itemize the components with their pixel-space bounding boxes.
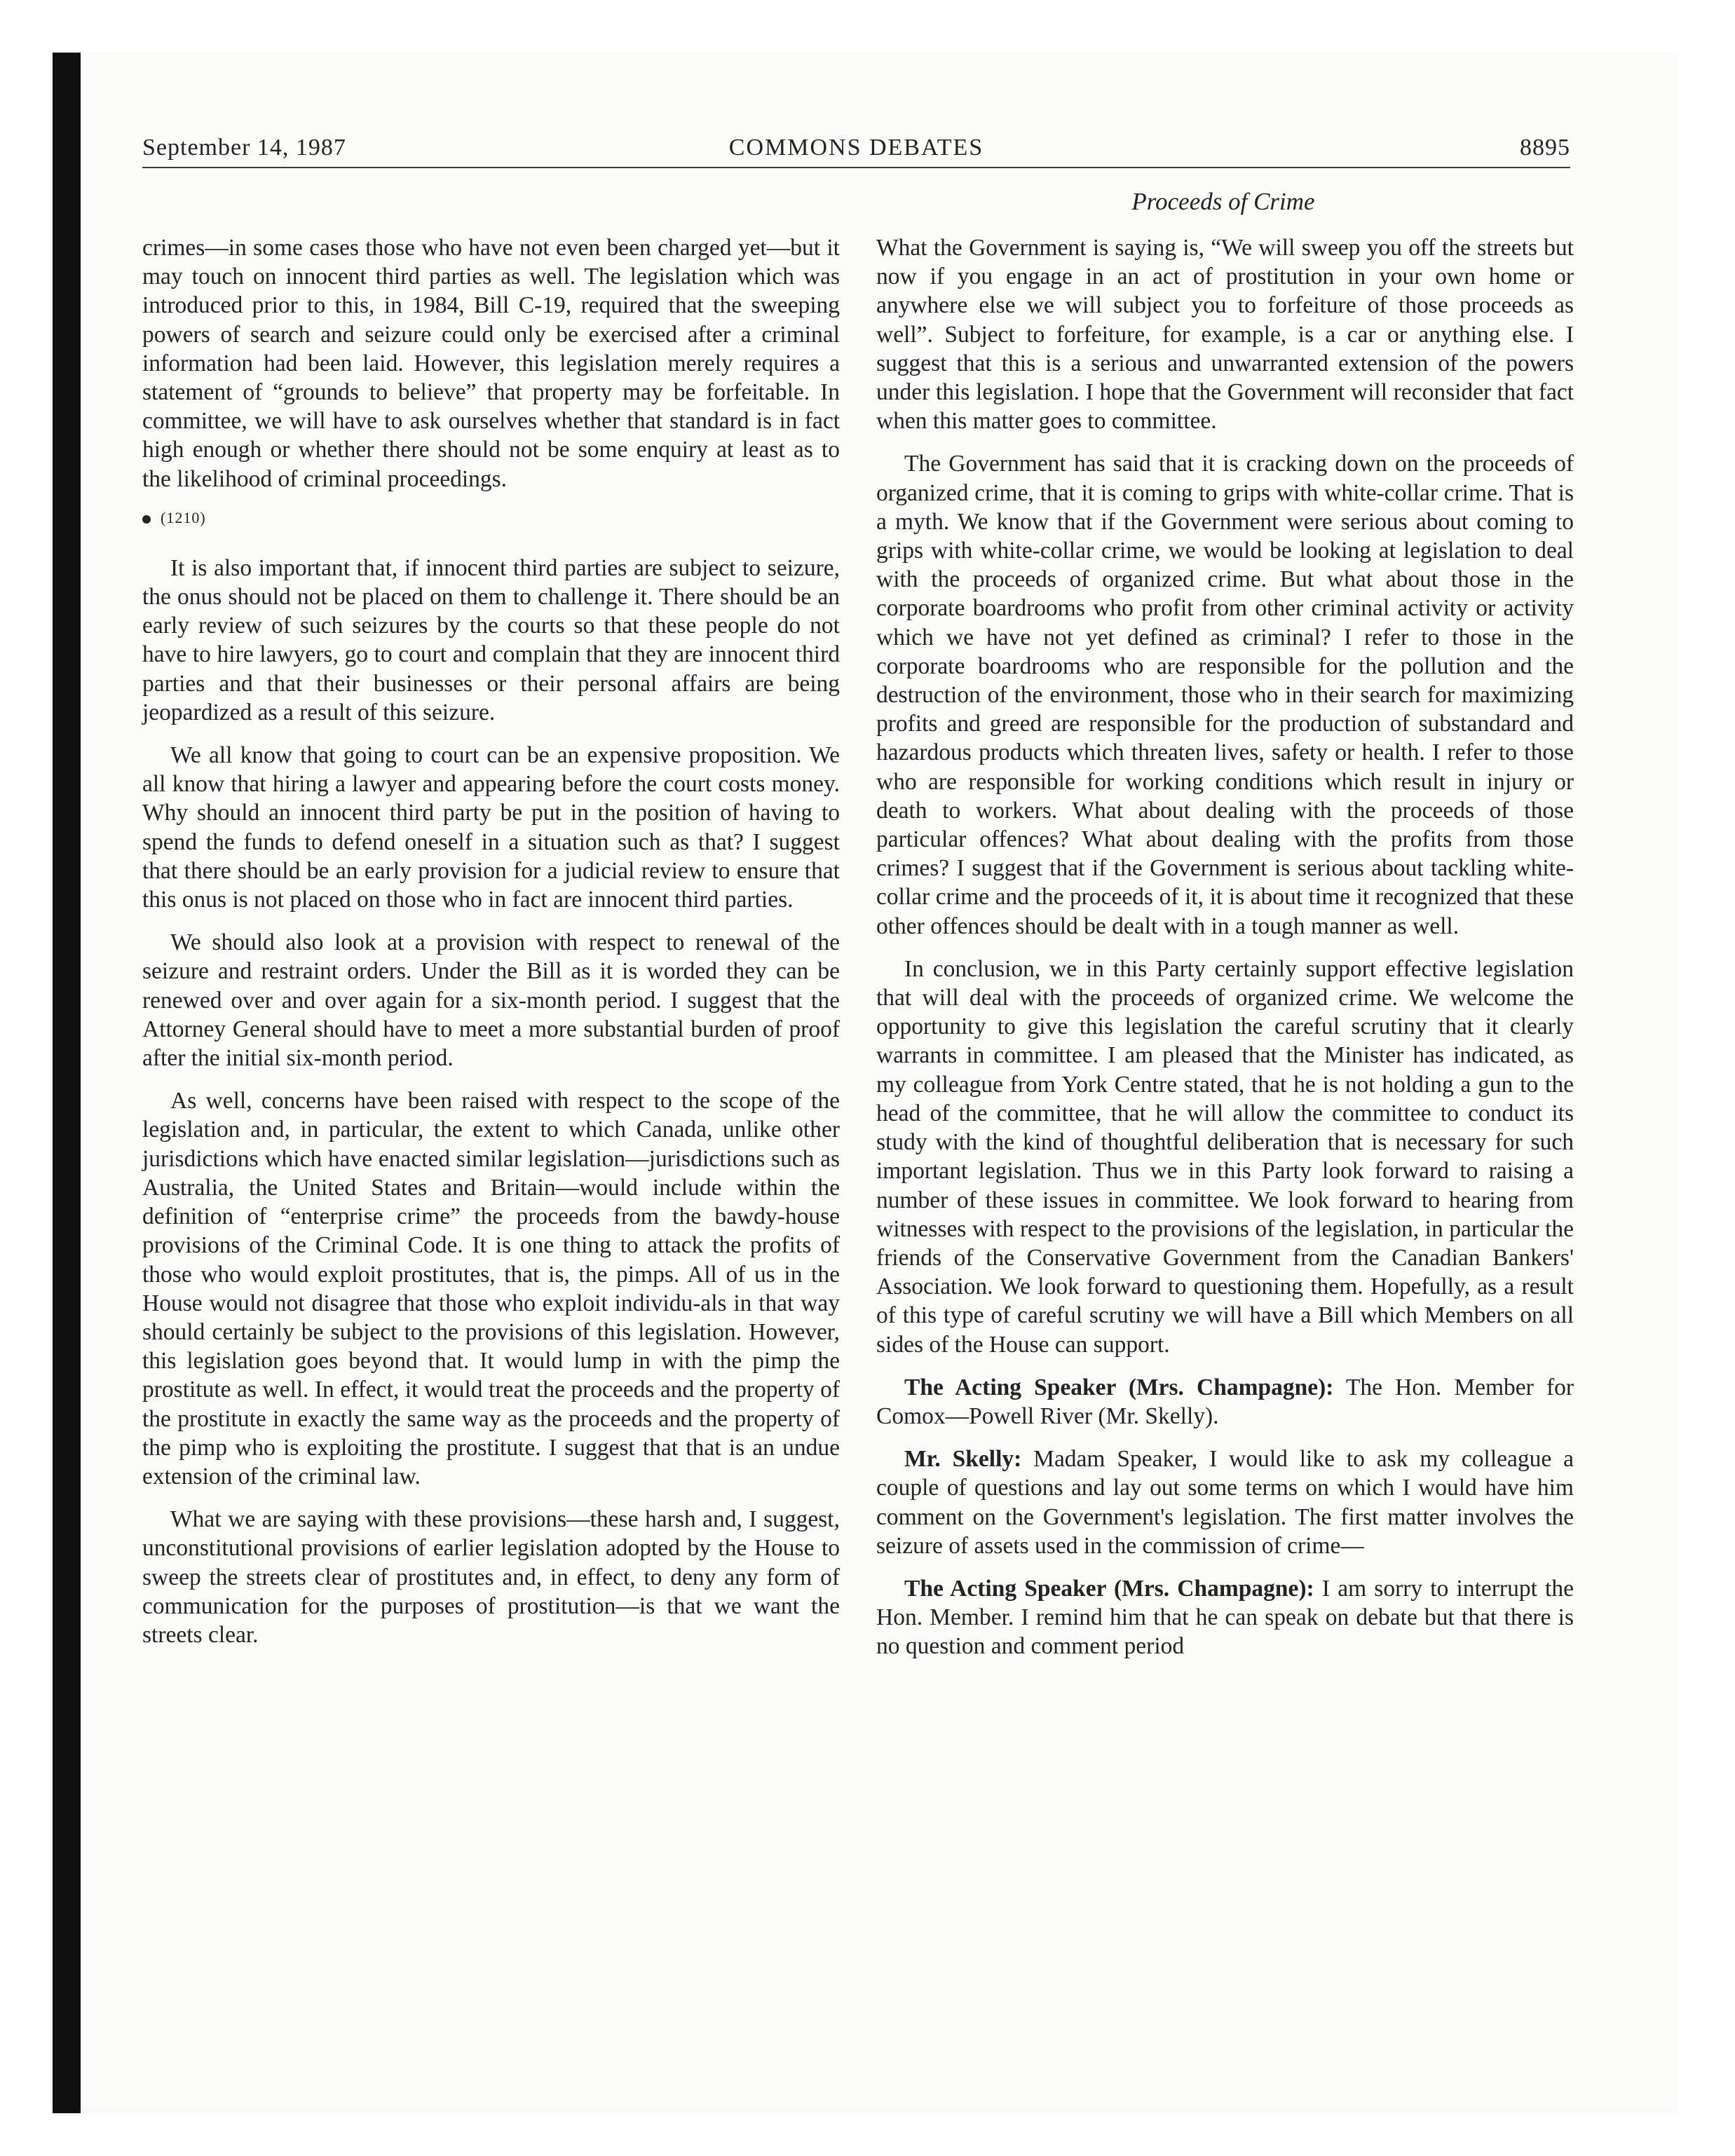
bullet-icon <box>142 515 151 524</box>
page-header <box>142 133 1570 168</box>
speaker-name: The Acting Speaker (Mrs. Champagne): <box>904 1575 1314 1602</box>
running-head: Proceeds of Crime <box>1131 188 1315 215</box>
right-column <box>876 233 1574 1675</box>
paragraph: crimes—in some cases those who have not even been charged yet—but it may touch on innocent third parties as well. The legislation which was introduced prior to this, in 1984, Bill C-19, required that the sweeping powers of search and seizure could only be exercised after a criminal information had been laid. However, this legislation merely requires a statement of “grounds to believe” that property may be forfeitable. In committee, we will have to ask ourselves whether that standard is in fact high enough or whether there should not be some enquiry at least as to the likelihood of criminal proceedings. <box>142 235 840 492</box>
speech-paragraph <box>876 1445 1574 1560</box>
header-publication-title: COMMONS DEBATES <box>728 135 984 161</box>
header-date: September 14, 1987 <box>142 135 346 161</box>
paragraph: What we are saying with these provisions—these harsh and, I suggest, unconstitutional provisions of earlier legislation adopted by the House to sweep the streets clear of prostitutes and, in effect, to deny any form of communication for the purposes of prostitution—is that we want the streets clear. <box>142 1506 840 1648</box>
left-column <box>142 233 840 1663</box>
paragraph: It is also important that, if innocent third parties are subject to seizure, the onus should not be placed on them to challenge it. There should be an early review of such seizures by the courts so that these people do not have to hire lawyers, go to court and complain that they are innocent third parties and that their businesses or their personal affairs are being jeopardized as a result of this seizure. <box>142 554 840 725</box>
scan-border <box>53 53 81 2113</box>
paragraph: The Government has said that it is cracking down on the proceeds of organized crime, that it is coming to grips with white-collar crime. That is a myth. We know that if the Government were serious about coming to grips with white-collar crime, we would be looking at legislation to deal with the proceeds of organized crime. But what about those in the corporate boardrooms who profit from other criminal activity or activity which we have not yet defined as criminal? I refer to those in the corporate boardrooms who are responsible for the pollution and the destruction of the environment, those who in their search for maximizing profits and greed are responsible for the production of substandard and hazardous products which threaten lives, safety or health. I refer to those who are responsible for working conditions which result in injury or death to workers. What about dealing with the proceeds of those particular offences? What about dealing with the profits from those crimes? I suggest that if the Government is serious about tackling white-collar crime and the proceeds of it, it is about time it recognized that these other offences should be dealt with in a tough manner as well. <box>876 451 1574 939</box>
speech-text: Madam Speaker, I would like to ask my colleague a couple of questions and lay out some terms on which I would have him comment on the Government's legislation. The first matter involves the seizure of assets used in the commission of crime— <box>876 1446 1574 1559</box>
speech-text: The Hon. Member for Comox—Powell River (Mr. Skelly). <box>876 1374 1574 1429</box>
paragraph: In conclusion, we in this Party certainly support effective legislation that will deal with the proceeds of organized crime. We welcome the opportunity to give this legislation the careful scrutiny that it clearly warrants in committee. I am pleased that the Minister has indicated, as my colleague from York Centre stated, that he is not holding a gun to the head of the committee, that he will allow the committee to conduct its study with the kind of thoughtful deliberation that is necessary for such important legislation. Thus we in this Party look forward to raising a number of these issues in committee. We look forward to hearing from witnesses with respect to the provisions of the legislation, in particular the friends of the Conservative Government from the Canadian Bankers' Association. We look forward to questioning them. Hopefully, as a result of this type of careful scrutiny we will have a Bill which Members on all sides of the House can support. <box>876 955 1574 1358</box>
paragraph: As well, concerns have been raised with respect to the scope of the legislation and, in particular, the extent to which Canada, unlike other jurisdictions which have enacted similar legislation—jurisdictions such as Australia, the United States and Britain—would include within the definition of “enterprise crime” the proceeds from the bawdy-house provisions of the Criminal Code. It is one thing to attack the profits of those who would exploit prostitutes, that is, the pimps. All of us in the House would not disagree that those who exploit individu-als in that way should certainly be subject to the provisions of this legislation. However, this legislation goes beyond that. It would lump in with the pimp the prostitute as well. In effect, it would treat the proceeds and the property of the prostitute in exactly the same way as the proceeds and the property of the pimp who is exploiting the prostitute. I suggest that that is an undue extension of the criminal law. <box>142 1088 840 1489</box>
speech-paragraph <box>876 1373 1574 1431</box>
paragraph: We all know that going to court can be an expensive proposition. We all know that hiring a lawyer and appearing before the court costs money. Why should an innocent third party be put in the position of having to spend the funds to defend oneself in a situation such as that? I suggest that there should be an early provision for a judicial review to ensure that this onus is not placed on those who in fact are innocent third parties. <box>142 742 840 913</box>
paragraph: What the Government is saying is, “We will sweep you off the streets but now if you engage in an act of prostitution in your own home or anywhere else we will subject you to forfeiture of those proceeds as well”. Subject to forfeiture, for example, is a car or anything else. I suggest that this is a serious and unwarranted extension of the powers under this legislation. I hope that the Government will reconsider that fact when this matter goes to committee. <box>876 235 1574 435</box>
speech-text: I am sorry to interrupt the Hon. Member. I remind him that he can speak on debate but that there is no question and comment period <box>876 1575 1574 1660</box>
speaker-name: The Acting Speaker (Mrs. Champagne): <box>904 1374 1334 1400</box>
header-page-number: 8895 <box>1520 135 1570 161</box>
time-marker <box>142 507 840 528</box>
speaker-name: Mr. Skelly: <box>904 1446 1022 1473</box>
speech-paragraph <box>876 1574 1574 1661</box>
paragraph: We should also look at a provision with respect to renewal of the seizure and restraint orders. Under the Bill as it is worded they can be renewed over and over again for a six-month period. I suggest that the Attorney General should have to meet a more substantial burden of proof after the initial six-month period. <box>142 929 840 1072</box>
time-marker-label: (1210) <box>161 508 206 526</box>
